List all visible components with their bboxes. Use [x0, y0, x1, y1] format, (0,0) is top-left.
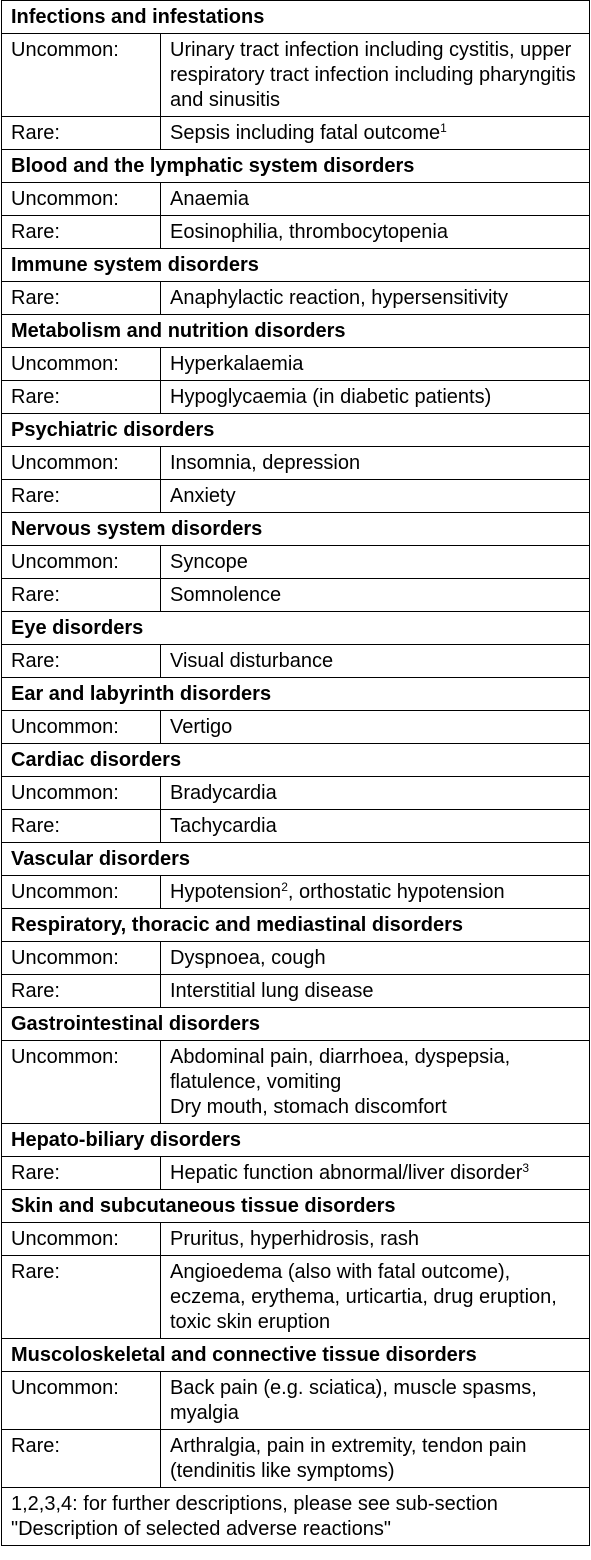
- table-row: [2, 447, 590, 480]
- frequency-cell: Rare:: [2, 645, 161, 678]
- section-row-hepato-biliary-disorders: [2, 1124, 590, 1157]
- reaction-cell: [161, 480, 590, 513]
- footnote-ref: 3: [522, 1161, 530, 1175]
- reaction-text-content: Tachycardia: [170, 815, 277, 837]
- reaction-text: [170, 38, 580, 113]
- reaction-text: [170, 1434, 580, 1484]
- section-row-gastrointestinal-disorders: [2, 1008, 590, 1041]
- frequency-cell: Uncommon:: [2, 876, 161, 909]
- reaction-text-content: Urinary tract infection including cystitis, upper respiratory tract infection including pharyngitis and sinusitis: [170, 39, 576, 111]
- reaction-cell: [161, 1430, 590, 1488]
- reaction-text: [170, 286, 580, 311]
- frequency-cell: Rare:: [2, 1157, 161, 1190]
- table-row: [2, 1223, 590, 1256]
- table-row: [2, 777, 590, 810]
- table-row: [2, 975, 590, 1008]
- reaction-text-content: Bradycardia: [170, 782, 277, 804]
- reaction-text-content: Angioedema (also with fatal outcome), eczema, erythema, urticartia, drug eruption, toxic skin eruption: [170, 1261, 557, 1333]
- frequency-cell: Rare:: [2, 117, 161, 150]
- table-row: [2, 183, 590, 216]
- section-row-nervous-system-disorders: [2, 513, 590, 546]
- reaction-text: [170, 121, 580, 146]
- reaction-text: [170, 946, 580, 971]
- reaction-text-content: Dyspnoea, cough: [170, 947, 326, 969]
- reaction-cell: [161, 216, 590, 249]
- frequency-cell: Uncommon:: [2, 1223, 161, 1256]
- reaction-text: [170, 484, 580, 509]
- frequency-cell: Rare:: [2, 381, 161, 414]
- table-row: [2, 1430, 590, 1488]
- reaction-text-content: Hyperkalaemia: [170, 353, 304, 375]
- section-row-respiratory-thoracic-and-mediastinal-disorders: [2, 909, 590, 942]
- footnote: 1,2,3,4: for further descriptions, please see sub-section "Description of selected adverse reactions": [2, 1488, 590, 1546]
- frequency-cell: Rare:: [2, 810, 161, 843]
- table-row: [2, 546, 590, 579]
- section-row-skin-and-subcutaneous-tissue-disorders: [2, 1190, 590, 1223]
- section-title: Hepato-biliary disorders: [2, 1124, 590, 1157]
- reaction-text-content: Back pain (e.g. sciatica), muscle spasms, myalgia: [170, 1377, 537, 1424]
- reaction-text-content: Syncope: [170, 551, 248, 573]
- section-title: Cardiac disorders: [2, 744, 590, 777]
- frequency-cell: Uncommon:: [2, 348, 161, 381]
- reaction-text: [170, 1161, 580, 1186]
- section-title: Skin and subcutaneous tissue disorders: [2, 1190, 590, 1223]
- table-row: [2, 117, 590, 150]
- frequency-cell: Rare:: [2, 579, 161, 612]
- reaction-cell: [161, 579, 590, 612]
- reaction-cell: [161, 777, 590, 810]
- reaction-text: [170, 220, 580, 245]
- reaction-text: [170, 583, 580, 608]
- reaction-cell: [161, 876, 590, 909]
- frequency-cell: Uncommon:: [2, 546, 161, 579]
- section-title: Respiratory, thoracic and mediastinal disorders: [2, 909, 590, 942]
- frequency-cell: Uncommon:: [2, 447, 161, 480]
- footnote-ref: 2: [281, 880, 288, 894]
- section-row-infections-and-infestations: [2, 1, 590, 34]
- frequency-cell: Uncommon:: [2, 711, 161, 744]
- frequency-cell: Rare:: [2, 975, 161, 1008]
- reaction-text-content: Insomnia, depression: [170, 452, 361, 474]
- reaction-cell: [161, 282, 590, 315]
- frequency-cell: Uncommon:: [2, 1372, 161, 1430]
- table-row: [2, 381, 590, 414]
- reaction-text: [170, 1376, 580, 1426]
- section-row-immune-system-disorders: [2, 249, 590, 282]
- footnote-ref: 1: [440, 121, 447, 135]
- reaction-text: [170, 1227, 580, 1252]
- reaction-cell: [161, 34, 590, 117]
- table-row: [2, 34, 590, 117]
- reaction-text: [170, 187, 580, 212]
- reaction-text-content: Hypotension: [170, 881, 282, 903]
- reaction-text: [170, 550, 580, 575]
- table-row: [2, 579, 590, 612]
- reaction-text-content: Vertigo: [170, 716, 233, 738]
- section-row-vascular-disorders: [2, 843, 590, 876]
- section-title: Nervous system disorders: [2, 513, 590, 546]
- frequency-cell: Uncommon:: [2, 183, 161, 216]
- reaction-text: [170, 781, 580, 806]
- frequency-cell: Rare:: [2, 1256, 161, 1339]
- reaction-text-content: Arthralgia, pain in extremity, tendon pain (tendinitis like symptoms): [170, 1435, 527, 1482]
- section-title: Infections and infestations: [2, 1, 590, 34]
- reaction-text-content: Anaphylactic reaction, hypersensitivity: [170, 287, 508, 309]
- reaction-text: [170, 352, 580, 377]
- frequency-cell: Uncommon:: [2, 942, 161, 975]
- section-row-cardiac-disorders: [2, 744, 590, 777]
- table-row: [2, 480, 590, 513]
- reaction-cell: [161, 975, 590, 1008]
- reaction-cell: [161, 711, 590, 744]
- reaction-text-content: Abdominal pain, diarrhoea, dyspepsia, flatulence, vomiting: [170, 1046, 511, 1093]
- table-row: [2, 216, 590, 249]
- section-row-psychiatric-disorders: [2, 414, 590, 447]
- reaction-text-content: Dry mouth, stomach discomfort: [170, 1096, 447, 1118]
- reaction-text-content: Sepsis including fatal outcome: [170, 122, 441, 144]
- frequency-cell: Rare:: [2, 216, 161, 249]
- reaction-text-content: Hepatic function abnormal/liver disorder: [170, 1162, 523, 1184]
- table-row: [2, 348, 590, 381]
- reaction-text: [170, 1045, 580, 1095]
- reaction-text-content: Interstitial lung disease: [170, 980, 374, 1002]
- reaction-text-content: Pruritus, hyperhidrosis, rash: [170, 1228, 419, 1250]
- section-title: Eye disorders: [2, 612, 590, 645]
- section-title: Psychiatric disorders: [2, 414, 590, 447]
- reaction-text-content: Anxiety: [170, 485, 236, 507]
- reaction-cell: [161, 1372, 590, 1430]
- section-title: Metabolism and nutrition disorders: [2, 315, 590, 348]
- table-row: [2, 942, 590, 975]
- section-row-blood-and-the-lymphatic-system-disorders: [2, 150, 590, 183]
- reaction-text: [170, 979, 580, 1004]
- table-row: [2, 645, 590, 678]
- reaction-text-content: Visual disturbance: [170, 650, 334, 672]
- section-title: Immune system disorders: [2, 249, 590, 282]
- reaction-text-continued: , orthostatic hypotension: [287, 881, 505, 903]
- adverse-reactions-table: [1, 0, 590, 1546]
- frequency-cell: Uncommon:: [2, 1041, 161, 1124]
- reaction-cell: [161, 1223, 590, 1256]
- section-row-eye-disorders: [2, 612, 590, 645]
- reaction-cell: [161, 810, 590, 843]
- frequency-cell: Uncommon:: [2, 34, 161, 117]
- section-title: Ear and labyrinth disorders: [2, 678, 590, 711]
- section-title: Vascular disorders: [2, 843, 590, 876]
- frequency-cell: Rare:: [2, 282, 161, 315]
- reaction-text: [170, 649, 580, 674]
- reaction-text: [170, 451, 580, 476]
- reaction-text: [170, 1095, 580, 1120]
- reaction-cell: [161, 645, 590, 678]
- reaction-cell: [161, 117, 590, 150]
- frequency-cell: Rare:: [2, 1430, 161, 1488]
- reaction-cell: [161, 381, 590, 414]
- table-row: [2, 1256, 590, 1339]
- reaction-cell: [161, 447, 590, 480]
- table-row: [2, 1041, 590, 1124]
- section-row-metabolism-and-nutrition-disorders: [2, 315, 590, 348]
- table-row: [2, 1157, 590, 1190]
- section-row-muscoloskeletal-and-connective-tissue-disorders: [2, 1339, 590, 1372]
- reaction-text-content: Eosinophilia, thrombocytopenia: [170, 221, 448, 243]
- reaction-text-content: Hypoglycaemia (in diabetic patients): [170, 386, 492, 408]
- reaction-text: [170, 880, 580, 905]
- reaction-text: [170, 715, 580, 740]
- table-row: [2, 282, 590, 315]
- reaction-cell: [161, 1041, 590, 1124]
- table-body: [2, 1, 590, 1488]
- reaction-cell: [161, 348, 590, 381]
- reaction-cell: [161, 546, 590, 579]
- table-row: [2, 1372, 590, 1430]
- section-title: Muscoloskeletal and connective tissue disorders: [2, 1339, 590, 1372]
- reaction-text: [170, 1260, 580, 1335]
- reaction-cell: [161, 183, 590, 216]
- reaction-cell: [161, 1157, 590, 1190]
- frequency-cell: Rare:: [2, 480, 161, 513]
- reaction-text: [170, 814, 580, 839]
- table-row: [2, 711, 590, 744]
- section-title: Gastrointestinal disorders: [2, 1008, 590, 1041]
- footnote-row: [2, 1488, 590, 1546]
- reaction-cell: [161, 942, 590, 975]
- reaction-cell: [161, 1256, 590, 1339]
- section-title: Blood and the lymphatic system disorders: [2, 150, 590, 183]
- reaction-text-content: Anaemia: [170, 188, 249, 210]
- frequency-cell: Uncommon:: [2, 777, 161, 810]
- table-row: [2, 810, 590, 843]
- section-row-ear-and-labyrinth-disorders: [2, 678, 590, 711]
- table-row: [2, 876, 590, 909]
- reaction-text-content: Somnolence: [170, 584, 282, 606]
- reaction-text: [170, 385, 580, 410]
